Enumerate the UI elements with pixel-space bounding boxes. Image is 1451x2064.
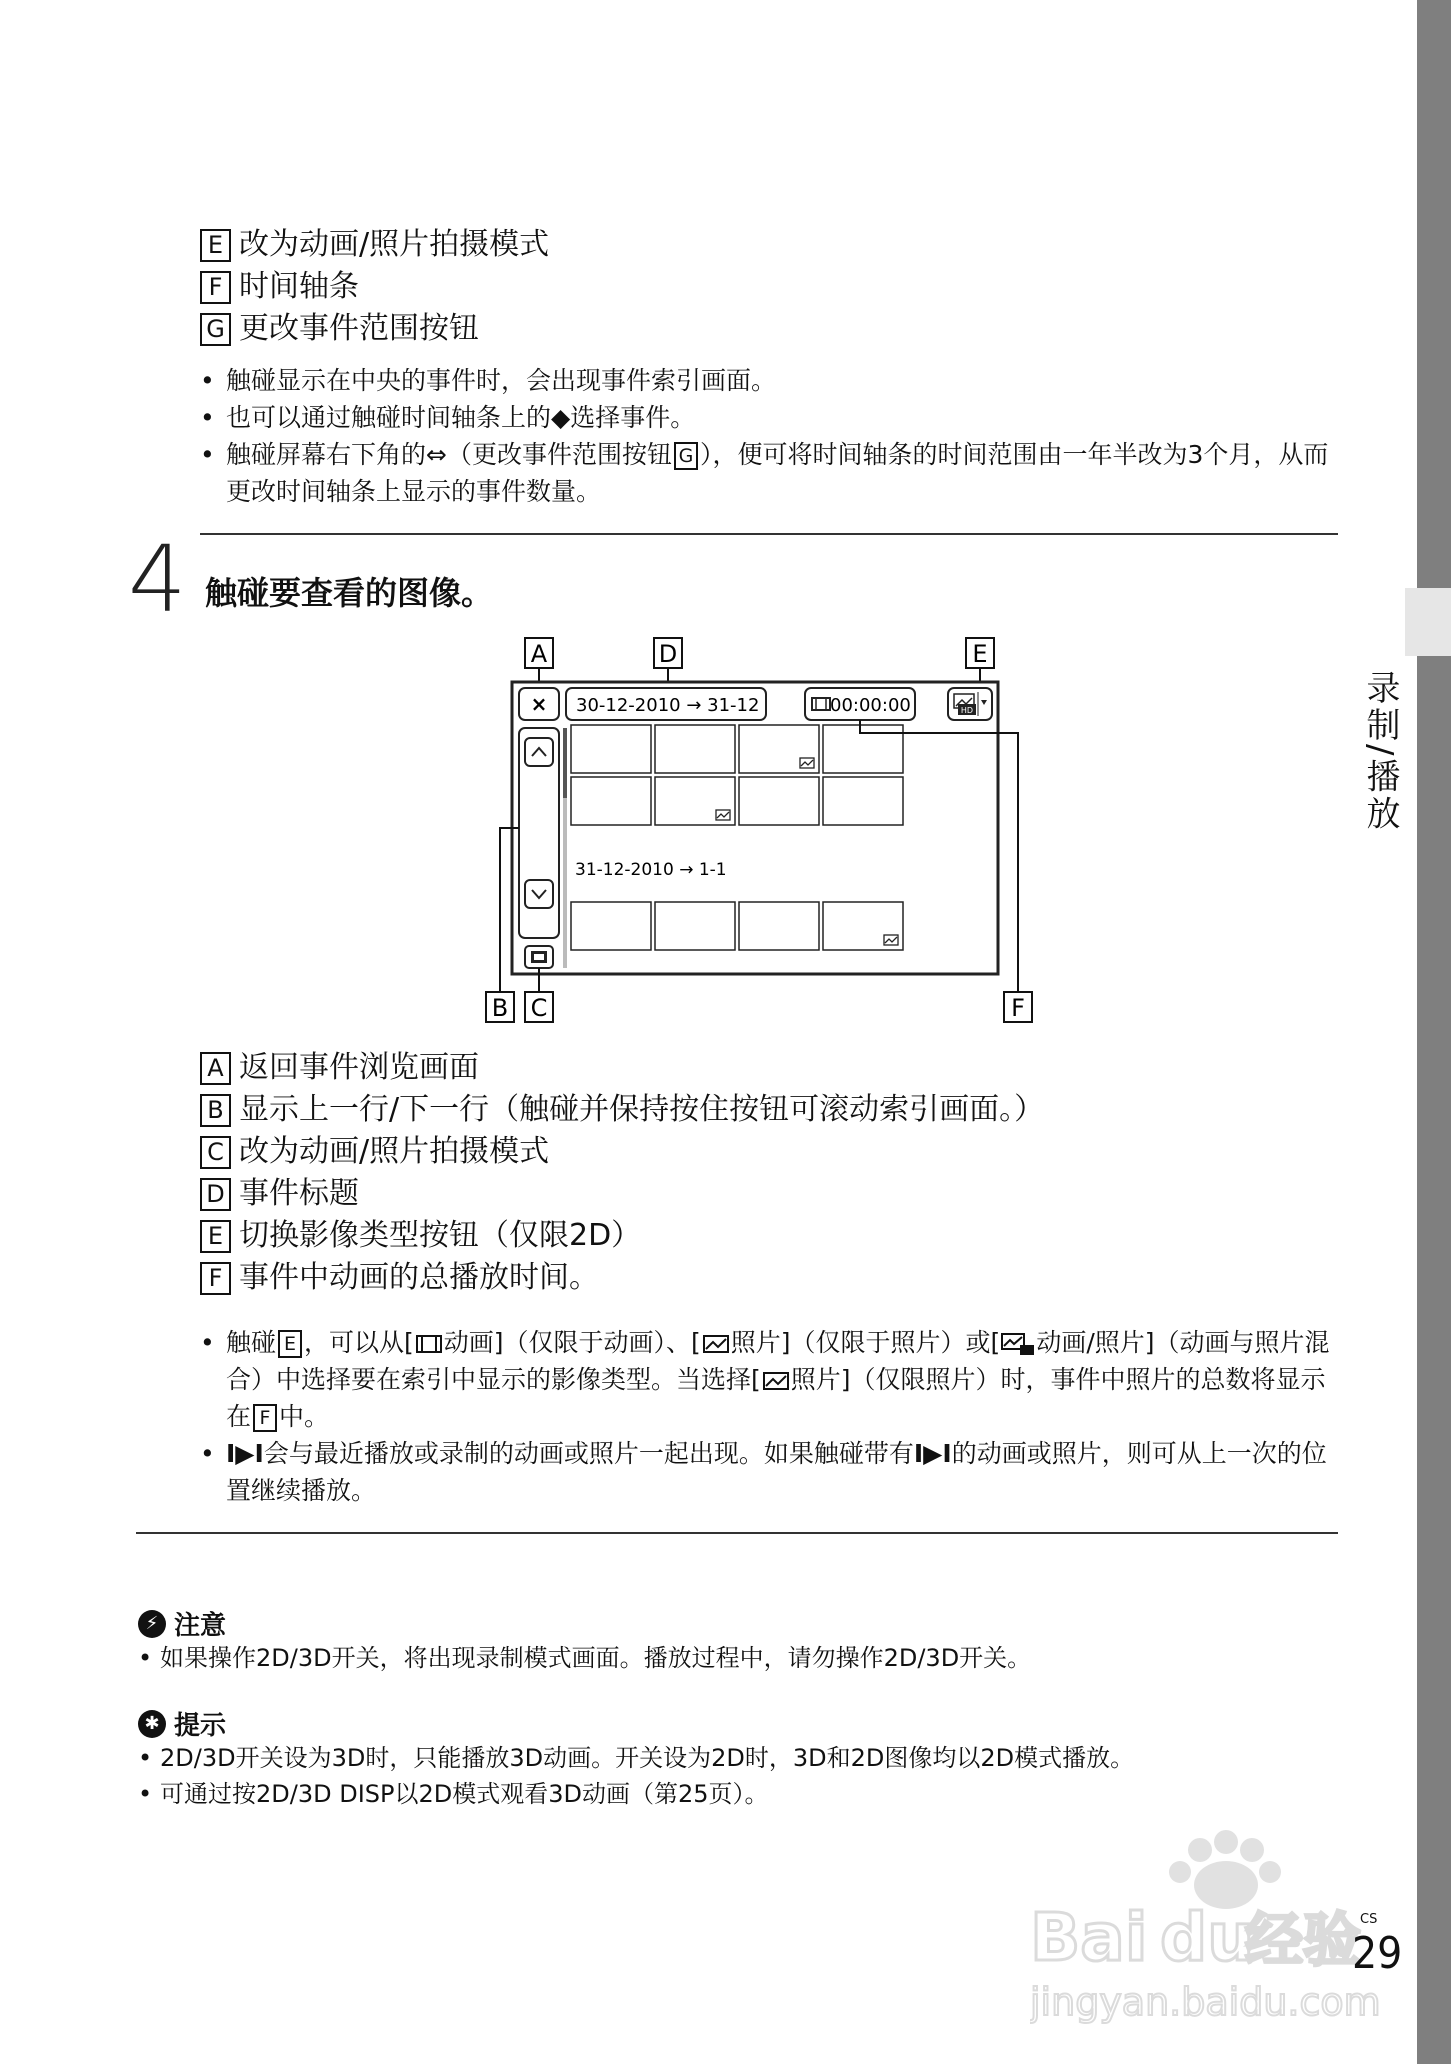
bullet-text: 触碰屏幕右下角的⇔（更改事件范围按钮	[226, 440, 672, 469]
legend-text: 切换影像类型按钮（仅限2D）	[239, 1218, 642, 1253]
svg-text:F: F	[1011, 994, 1025, 1022]
scroll-up-button[interactable]	[525, 738, 553, 766]
legend-text: 改为动画/照片拍摄模式	[239, 1134, 550, 1169]
lightbulb-icon: ✱	[138, 1710, 166, 1738]
bullet-item: • 触碰 E ，可以从[ 动画]（仅限于动画）、[ 照片]（仅限于照片）或[ 动画/照片]（动画与照片混合）中选择要在索引中显示的影像类型。当选择[ 照片]（仅限照片）时，事件中照片的总数将显示在 F 中。	[200, 1324, 1330, 1435]
legend-text: 事件标题	[239, 1176, 359, 1211]
letter-box: E	[200, 229, 231, 262]
letter-box: F	[253, 1404, 277, 1432]
legend-text: 事件中动画的总播放时间。	[239, 1260, 599, 1295]
legend-item-d	[200, 1174, 359, 1214]
side-bar	[1417, 0, 1451, 2064]
photo-icon	[761, 1370, 791, 1392]
page-number: 29	[1352, 1928, 1403, 1979]
side-tab	[1405, 588, 1451, 656]
note-item: • 如果操作2D/3D开关，将出现录制模式画面。播放过程中，请勿操作2D/3D开关。	[138, 1640, 1318, 1676]
legend-item-e	[200, 1216, 641, 1256]
legend-item-f	[200, 267, 359, 307]
legend-item-e	[200, 225, 549, 265]
divider	[136, 1532, 1338, 1534]
bullet-item: • I▶I会与最近播放或录制的动画或照片一起出现。如果触碰带有I▶I的动画或照片，则可从上一次的位置继续播放。	[200, 1435, 1330, 1509]
page-lang: CS	[1360, 1912, 1378, 1927]
letter-box: B	[200, 1094, 231, 1127]
section-label: 录制/播放	[1360, 670, 1400, 833]
svg-text:A: A	[530, 640, 548, 668]
legend-item-a	[200, 1048, 479, 1088]
tip-list	[138, 1740, 1318, 1812]
callout-d	[654, 638, 682, 682]
movie-icon	[414, 1333, 444, 1355]
photo-movie-icon	[1000, 1332, 1036, 1356]
legend-item-f	[200, 1258, 599, 1298]
bullet-text: ），便可将时间轴条的时间范围由一年半改为3个月，从而更改时间轴条上显示的事件数量。	[226, 440, 1329, 506]
svg-text:du: du	[1160, 1899, 1255, 1976]
note-heading	[138, 1605, 226, 1642]
letter-box: G	[674, 442, 698, 470]
callout-e	[966, 638, 994, 682]
letter-box: E	[278, 1330, 302, 1358]
legend-item-g	[200, 309, 479, 349]
photo-icon	[701, 1333, 731, 1355]
legend-text: 显示上一行/下一行（触碰并保持按住按钮可滚动索引画面。）	[239, 1092, 1045, 1127]
note-list	[138, 1640, 1318, 1676]
tip-item: • 2D/3D开关设为3D时，只能播放3D动画。开关设为2D时，3D和2D图像均以2D模式播放。	[138, 1740, 1318, 1776]
letter-box: E	[200, 1220, 231, 1253]
svg-text:D: D	[658, 640, 678, 668]
callout-f	[1004, 992, 1032, 1022]
note-title: 注意	[174, 1611, 227, 1641]
svg-text:HD: HD	[960, 706, 974, 715]
letter-box: D	[200, 1178, 231, 1211]
legend-text: 返回事件浏览画面	[239, 1050, 479, 1085]
total-time: 00:00:00	[830, 695, 911, 716]
callout-b	[486, 992, 514, 1022]
step-number: 4	[128, 526, 187, 633]
index-screen-diagram	[470, 630, 1070, 1030]
resume-icon: I▶I	[913, 1439, 952, 1468]
callout-a	[525, 638, 553, 682]
bullet-item: • 也可以通过触碰时间轴条上的◆选择事件。	[200, 399, 1340, 436]
tip-title: 提示	[174, 1711, 227, 1741]
legend-item-c	[200, 1132, 549, 1172]
svg-text:C: C	[530, 994, 548, 1022]
letter-box: G	[200, 313, 231, 346]
legend-item-b	[200, 1090, 1044, 1130]
movie-icon	[812, 698, 830, 710]
close-icon: ×	[530, 692, 548, 716]
svg-text:经验: 经验	[1245, 1906, 1362, 1974]
letter-box: A	[200, 1052, 231, 1085]
legend-text: 改为动画/照片拍摄模式	[239, 227, 550, 262]
mid-bullet-list	[200, 1324, 1330, 1509]
svg-text:Bai: Bai	[1030, 1899, 1148, 1976]
scroll-down-button[interactable]	[525, 880, 553, 908]
step-title: 触碰要查看的图像。	[205, 574, 494, 612]
top-bullet-list	[200, 362, 1340, 510]
divider	[200, 533, 1338, 535]
tip-heading	[138, 1705, 226, 1742]
scroll-thumb	[563, 728, 567, 798]
event-title: 30-12-2010 → 31-12	[576, 695, 760, 716]
legend-text: 时间轴条	[239, 269, 359, 304]
resume-icon: I▶I	[226, 1439, 264, 1468]
bullet-item	[200, 436, 1340, 510]
letter-box: F	[200, 1262, 231, 1295]
event-title-2: 31-12-2010 → 1-1	[575, 860, 727, 880]
letter-box: C	[200, 1136, 231, 1169]
letter-box: F	[200, 271, 231, 304]
svg-text:E: E	[972, 640, 988, 668]
callout-c	[525, 992, 553, 1022]
svg-text:B: B	[491, 994, 509, 1022]
caution-icon: ⚡	[138, 1610, 166, 1638]
bullet-item: • 触碰显示在中央的事件时，会出现事件索引画面。	[200, 362, 1340, 399]
legend-text: 更改事件范围按钮	[239, 311, 479, 346]
tip-item: • 可通过按2D/3D DISP以2D模式观看3D动画（第25页）。	[138, 1776, 1318, 1812]
svg-text:jingyan.baidu.com: jingyan.baidu.com	[1030, 1980, 1381, 2024]
